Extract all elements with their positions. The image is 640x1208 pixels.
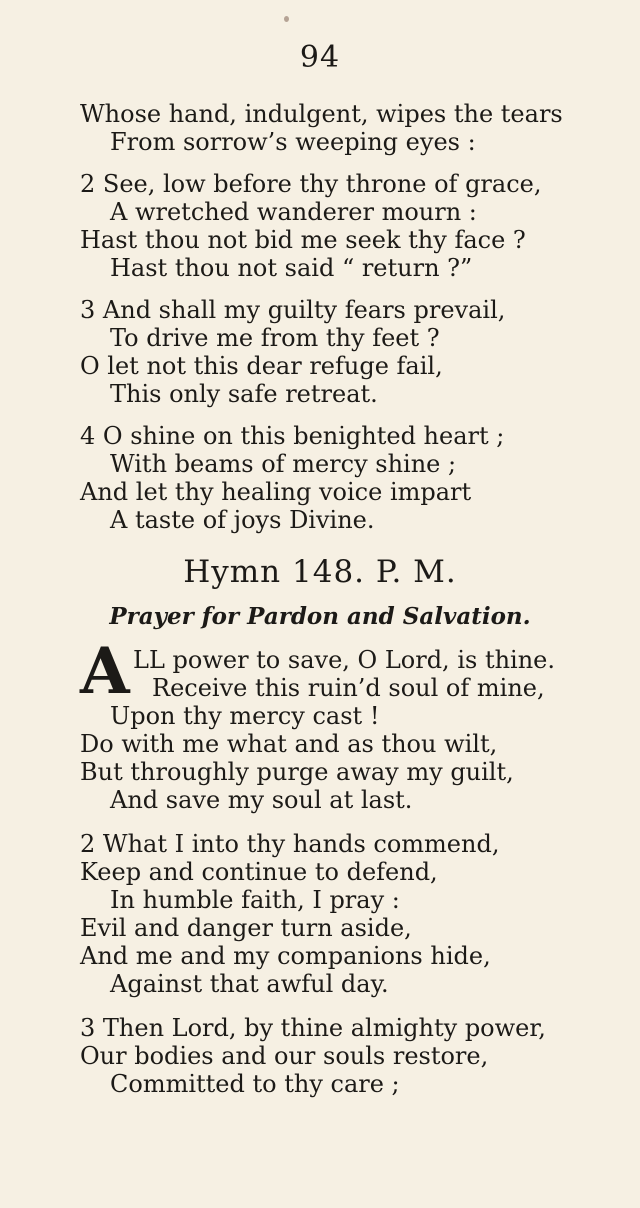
verse-line: Hast thou not said “ return ?” [110,254,473,282]
verse-line: Committed to thy care ; [110,1070,400,1098]
drop-cap: A [80,634,130,709]
verse-line: This only safe retreat. [110,380,378,408]
page-number: 94 [299,40,341,75]
verse-line: 2 What I into thy hands commend, [80,830,500,858]
verse-line: With beams of mercy shine ; [110,450,457,478]
verse-line: LL power to save, O Lord, is thine. [133,646,556,674]
hymn-subtitle: Prayer for Pardon and Salvation. [109,603,531,630]
verse-line: Our bodies and our souls restore, [80,1042,489,1070]
verse-line: From sorrow’s weeping eyes : [110,128,476,156]
verse-line: 2 See, low before thy throne of grace, [80,170,542,198]
verse-line: But throughly purge away my guilt, [80,758,514,786]
verse-line: Receive this ruin’d soul of mine, [152,674,545,702]
verse-line: Whose hand, indulgent, wipes the tears [80,100,563,128]
verse-line: Upon thy mercy cast ! [110,702,380,730]
verse-line: Do with me what and as thou wilt, [80,730,498,758]
verse-line: O let not this dear refuge fail, [80,352,443,380]
verse-line: Evil and danger turn aside, [80,914,412,942]
verse-line: And let thy healing voice impart [80,478,472,506]
verse-line: And me and my companions hide, [80,942,491,970]
verse-line: Keep and continue to defend, [80,858,438,886]
paper-speck [284,16,289,22]
verse-line: Hast thou not bid me seek thy face ? [80,226,526,254]
verse-line: 3 And shall my guilty fears prevail, [80,296,506,324]
verse-line: Against that awful day. [110,970,389,998]
verse-line: 4 O shine on this benighted heart ; [80,422,505,450]
verse-line: A taste of joys Divine. [110,506,375,534]
verse-line: In humble faith, I pray : [110,886,400,914]
verse-line: To drive me from thy feet ? [110,324,440,352]
hymn-title: Hymn 148. P. M. [183,554,457,590]
verse-line: And save my soul at last. [110,786,413,814]
verse-line: A wretched wanderer mourn : [110,198,477,226]
verse-line: 3 Then Lord, by thine almighty power, [80,1014,546,1042]
